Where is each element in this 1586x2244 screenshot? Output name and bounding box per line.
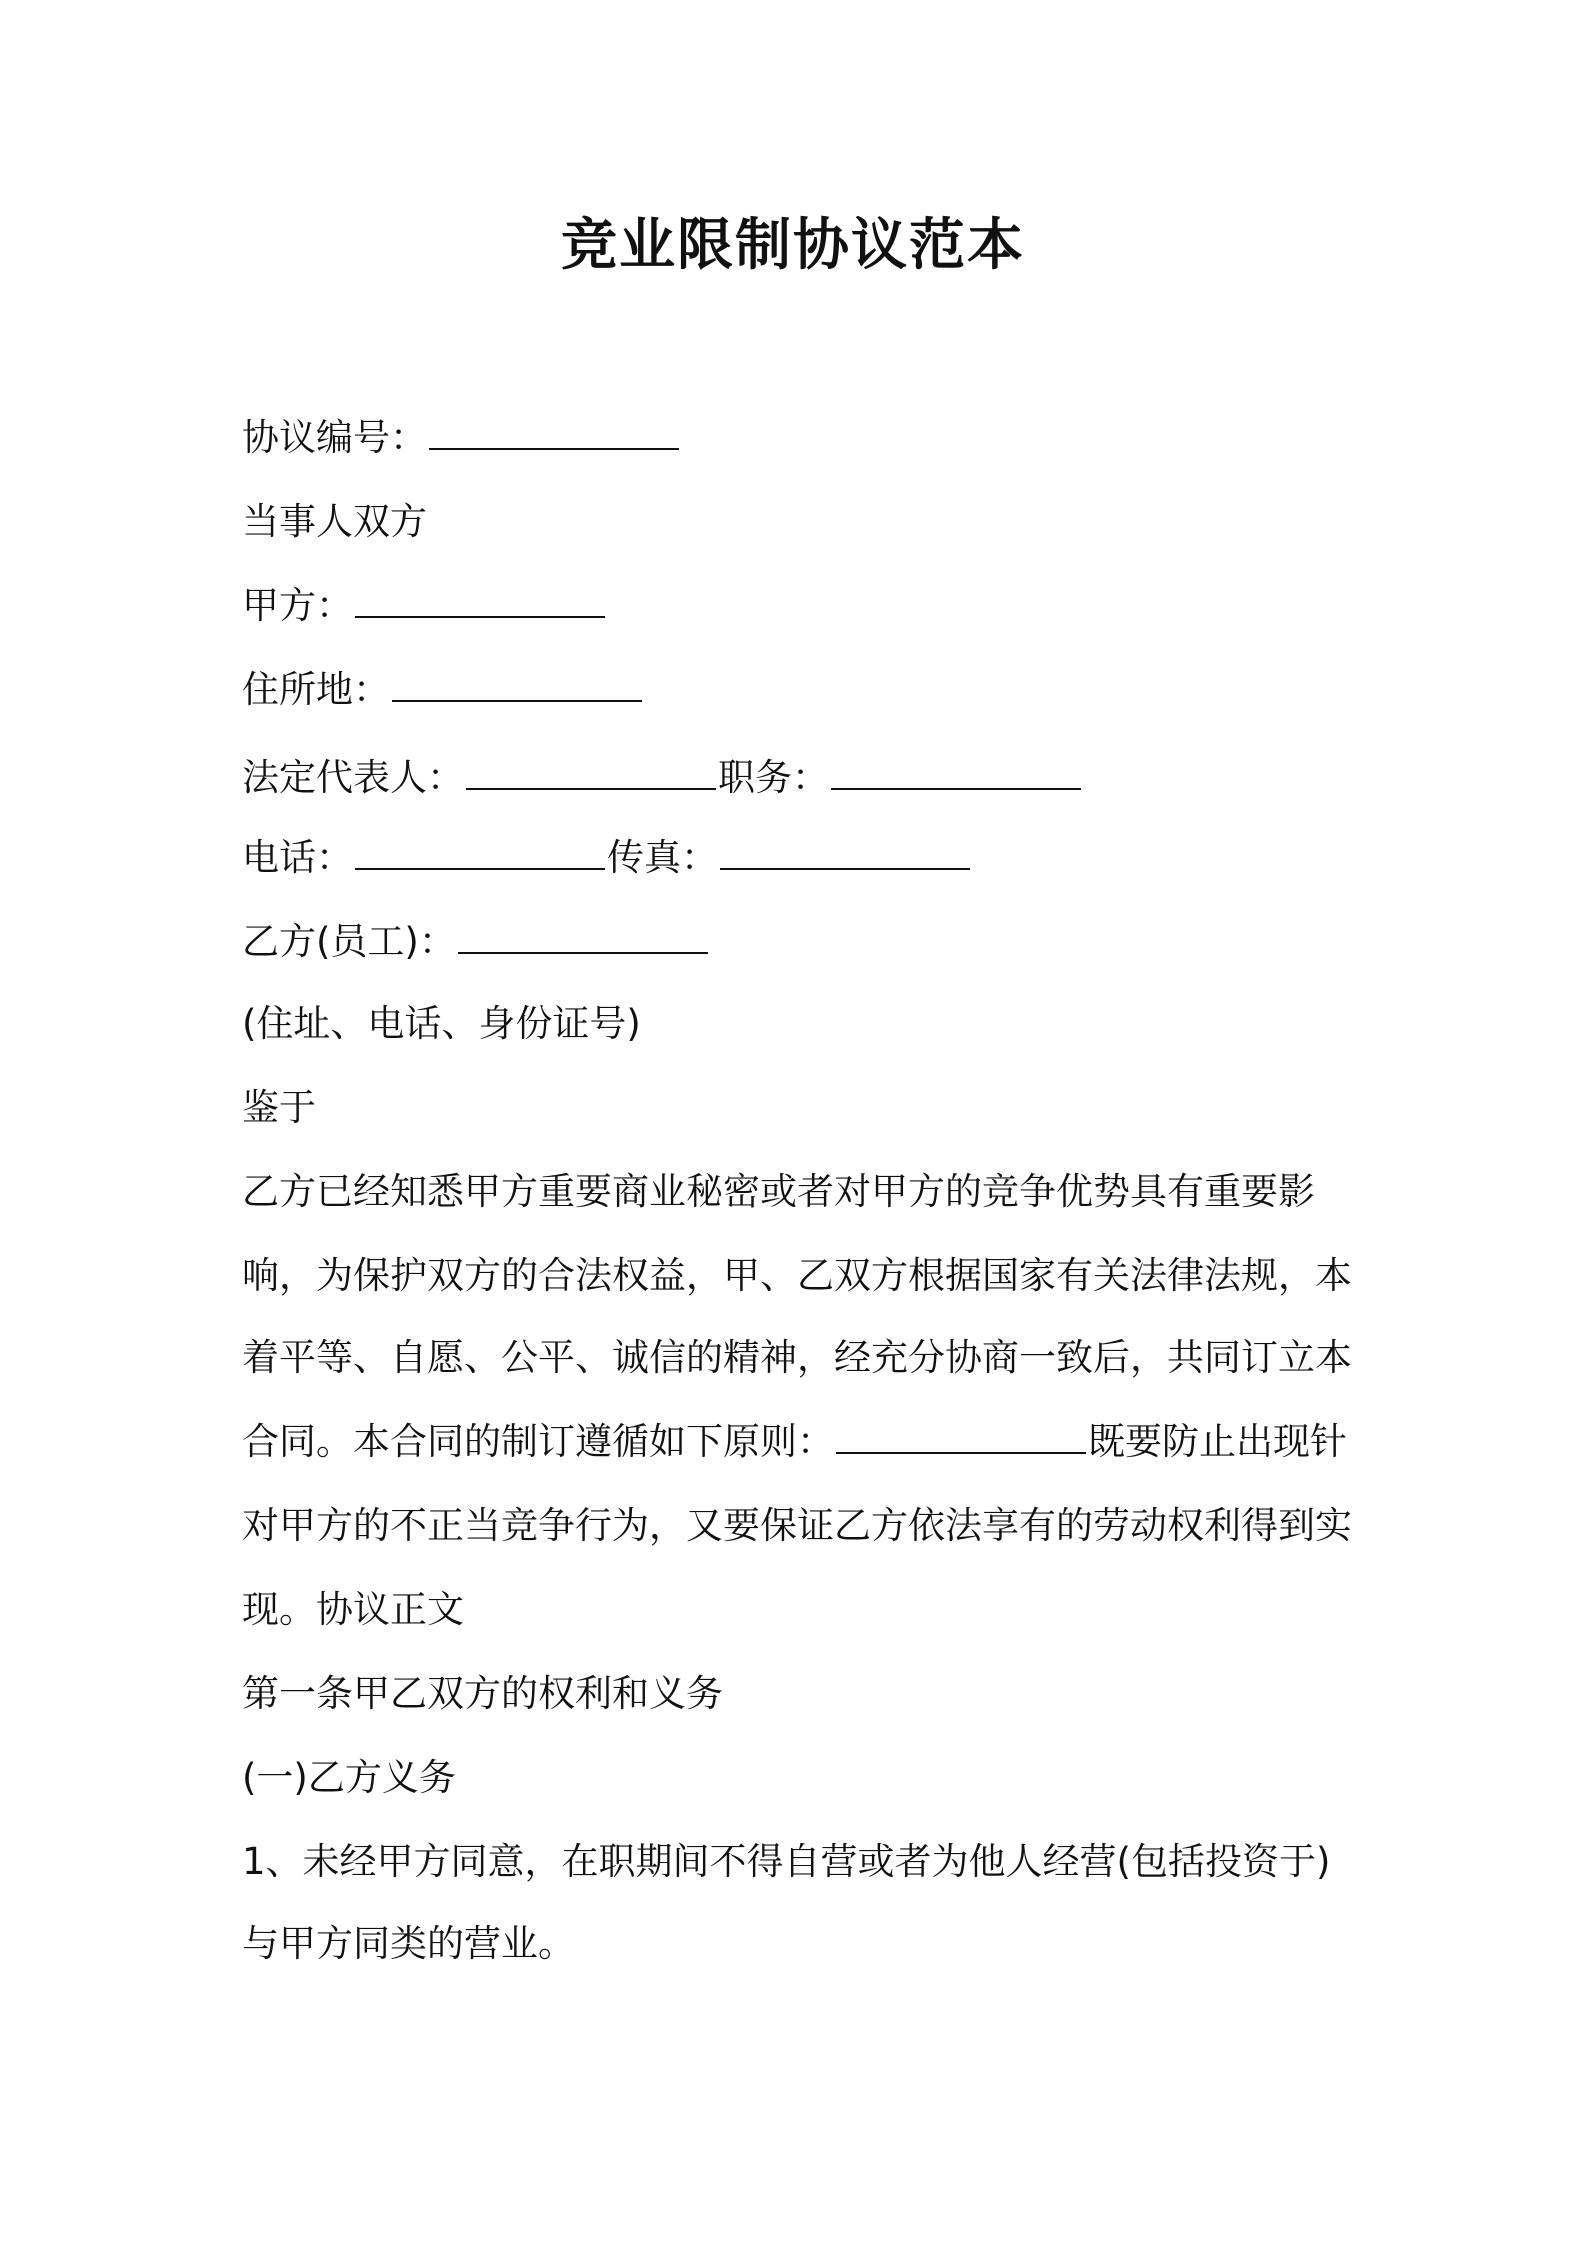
phone-blank bbox=[355, 838, 605, 870]
party-a-blank bbox=[355, 586, 605, 618]
recital-line: 现。协议正文 bbox=[242, 1588, 464, 1631]
principle-label: 合同。本合同的制订遵循如下原则： bbox=[242, 1420, 834, 1463]
address-label: 住所地： bbox=[242, 668, 390, 711]
party-b-blank bbox=[458, 922, 708, 954]
clause-line: 与甲方同类的营业。 bbox=[242, 1922, 575, 1965]
legal-rep-label: 法定代表人： bbox=[242, 756, 464, 799]
fax-blank bbox=[720, 838, 970, 870]
fax-label: 传真： bbox=[607, 836, 718, 879]
recital-line: 对甲方的不正当竞争行为，又要保证乙方依法享有的劳动权利得到实 bbox=[242, 1504, 1352, 1547]
agreement-number-line bbox=[242, 414, 681, 462]
party-b-details: (住址、电话、身份证号) bbox=[242, 1002, 641, 1045]
address-blank bbox=[392, 670, 642, 702]
position-label: 职务： bbox=[718, 756, 829, 799]
clause-line: 1、未经甲方同意，在职期间不得自营或者为他人经营(包括投资于) bbox=[242, 1840, 1331, 1883]
principle-blank bbox=[836, 1422, 1086, 1454]
recital-line: 着平等、自愿、公平、诚信的精神，经充分协商一致后，共同订立本 bbox=[242, 1336, 1352, 1379]
parties-heading: 当事人双方 bbox=[242, 500, 427, 543]
principle-continuation: 既要防止出现针 bbox=[1088, 1420, 1347, 1463]
address-line bbox=[242, 666, 644, 714]
article-one-heading: 第一条甲乙双方的权利和义务 bbox=[242, 1672, 723, 1715]
principle-line bbox=[242, 1418, 1347, 1466]
agreement-number-label: 协议编号： bbox=[242, 416, 427, 459]
phone-label: 电话： bbox=[242, 836, 353, 879]
phone-fax-line bbox=[242, 834, 972, 882]
party-a-label: 甲方： bbox=[242, 584, 353, 627]
party-b-line bbox=[242, 918, 710, 966]
whereas-heading: 鉴于 bbox=[242, 1086, 316, 1129]
section-heading: (一)乙方义务 bbox=[242, 1756, 456, 1799]
recital-line: 响，为保护双方的合法权益，甲、乙双方根据国家有关法律法规，本 bbox=[242, 1254, 1352, 1297]
agreement-number-blank bbox=[429, 418, 679, 450]
party-b-label: 乙方(员工)： bbox=[242, 920, 456, 963]
document-title: 竞业限制协议范本 bbox=[561, 213, 1025, 278]
position-blank bbox=[831, 758, 1081, 790]
party-a-line bbox=[242, 582, 607, 630]
legal-rep-blank bbox=[466, 758, 716, 790]
legal-rep-line bbox=[242, 754, 1083, 802]
recital-line: 乙方已经知悉甲方重要商业秘密或者对甲方的竞争优势具有重要影 bbox=[242, 1170, 1315, 1213]
